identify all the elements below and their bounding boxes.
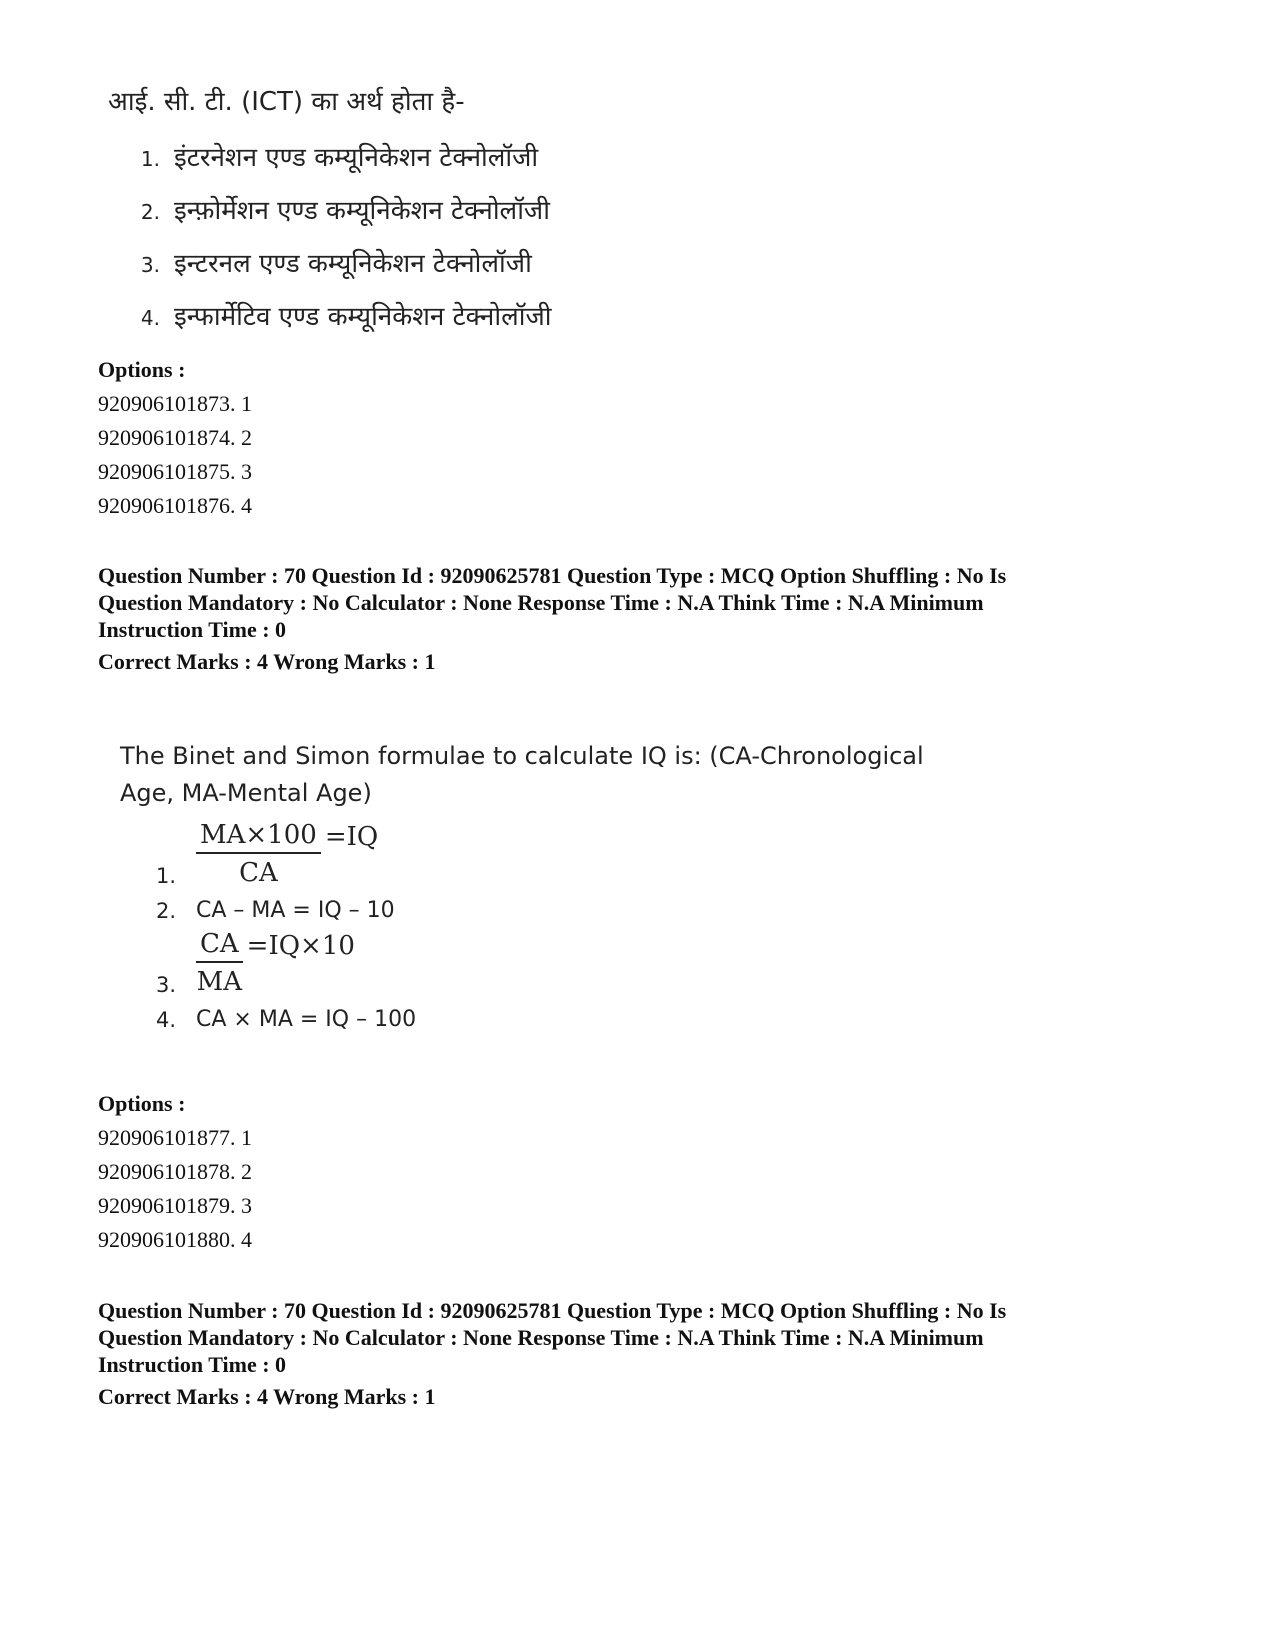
meta-line: Question Number : 70 Question Id : 92090625781 Question Type : MCQ Option Shuffling : No Is	[98, 563, 1007, 588]
question-2-choices	[156, 820, 1020, 1032]
question-2-options	[98, 1087, 252, 1257]
question-1-choices	[108, 132, 551, 344]
option-id: 920906101874. 2	[98, 425, 252, 450]
option-id: 920906101873. 1	[98, 391, 252, 416]
meta-line: Instruction Time : 0	[98, 1352, 287, 1377]
question-2-choice: 2. CA – MA = IQ – 10	[156, 898, 395, 923]
question-1-choice: 3. इन्टरनल एण्ड कम्यूनिकेशन टेक्नोलॉजी	[140, 249, 532, 279]
option-id: 920906101877. 1	[98, 1125, 252, 1150]
question-1-choice: 2. इन्फ़ोर्मेशन एण्ड कम्यूनिकेशन टेक्नोलॉजी	[140, 196, 550, 226]
option-id: 920906101880. 4	[98, 1227, 252, 1252]
option-id: 920906101875. 3	[98, 459, 252, 484]
option-id: 920906101876. 4	[98, 493, 252, 518]
options-label: Options :	[98, 357, 186, 382]
question-2-choice: 1. $\frac{MA\times 100}{CA}$ =IQ	[156, 820, 379, 888]
meta-line: Question Mandatory : No Calculator : None Response Time : N.A Think Time : N.A Minimum	[98, 590, 984, 615]
question-1-options	[98, 353, 252, 523]
marks-line: Correct Marks : 4 Wrong Marks : 1	[98, 1384, 436, 1409]
marks-line: Correct Marks : 4 Wrong Marks : 1	[98, 649, 436, 674]
question-2-meta	[98, 562, 1158, 675]
meta-line: Question Mandatory : No Calculator : None Response Time : N.A Think Time : N.A Minimum	[98, 1325, 984, 1350]
question-2-image	[120, 738, 1020, 1038]
question-2-choice: 3. $\frac{CA}{MA}$ =IQ×10	[156, 929, 355, 997]
option-id: 920906101879. 3	[98, 1193, 252, 1218]
meta-line: Question Number : 70 Question Id : 92090625781 Question Type : MCQ Option Shuffling : No Is	[98, 1298, 1007, 1323]
question-2-stem: The Binet and Simon formulae to calculate IQ is: (CA-Chronological Age, MA-Mental Age)	[120, 742, 924, 807]
option-id: 920906101878. 2	[98, 1159, 252, 1184]
question-1-choice: 1. इंटरनेशन एण्ड कम्यूनिकेशन टेक्नोलॉजी	[140, 143, 539, 173]
question-3-meta	[98, 1297, 1158, 1410]
meta-line: Instruction Time : 0	[98, 617, 287, 642]
question-1-choice: 4. इन्फार्मेटिव एण्ड कम्यूनिकेशन टेक्नोलॉजी	[140, 302, 552, 332]
question-1-stem: आई. सी. टी. (ICT) का अर्थ होता है-	[108, 87, 465, 117]
question-1-image	[108, 82, 551, 344]
options-label: Options :	[98, 1091, 186, 1116]
question-2-choice: 4. CA × MA = IQ – 100	[156, 1007, 417, 1032]
fraction: $\frac{MA\times 100}{CA}$	[196, 820, 321, 888]
fraction: $\frac{CA}{MA}$	[196, 929, 243, 997]
